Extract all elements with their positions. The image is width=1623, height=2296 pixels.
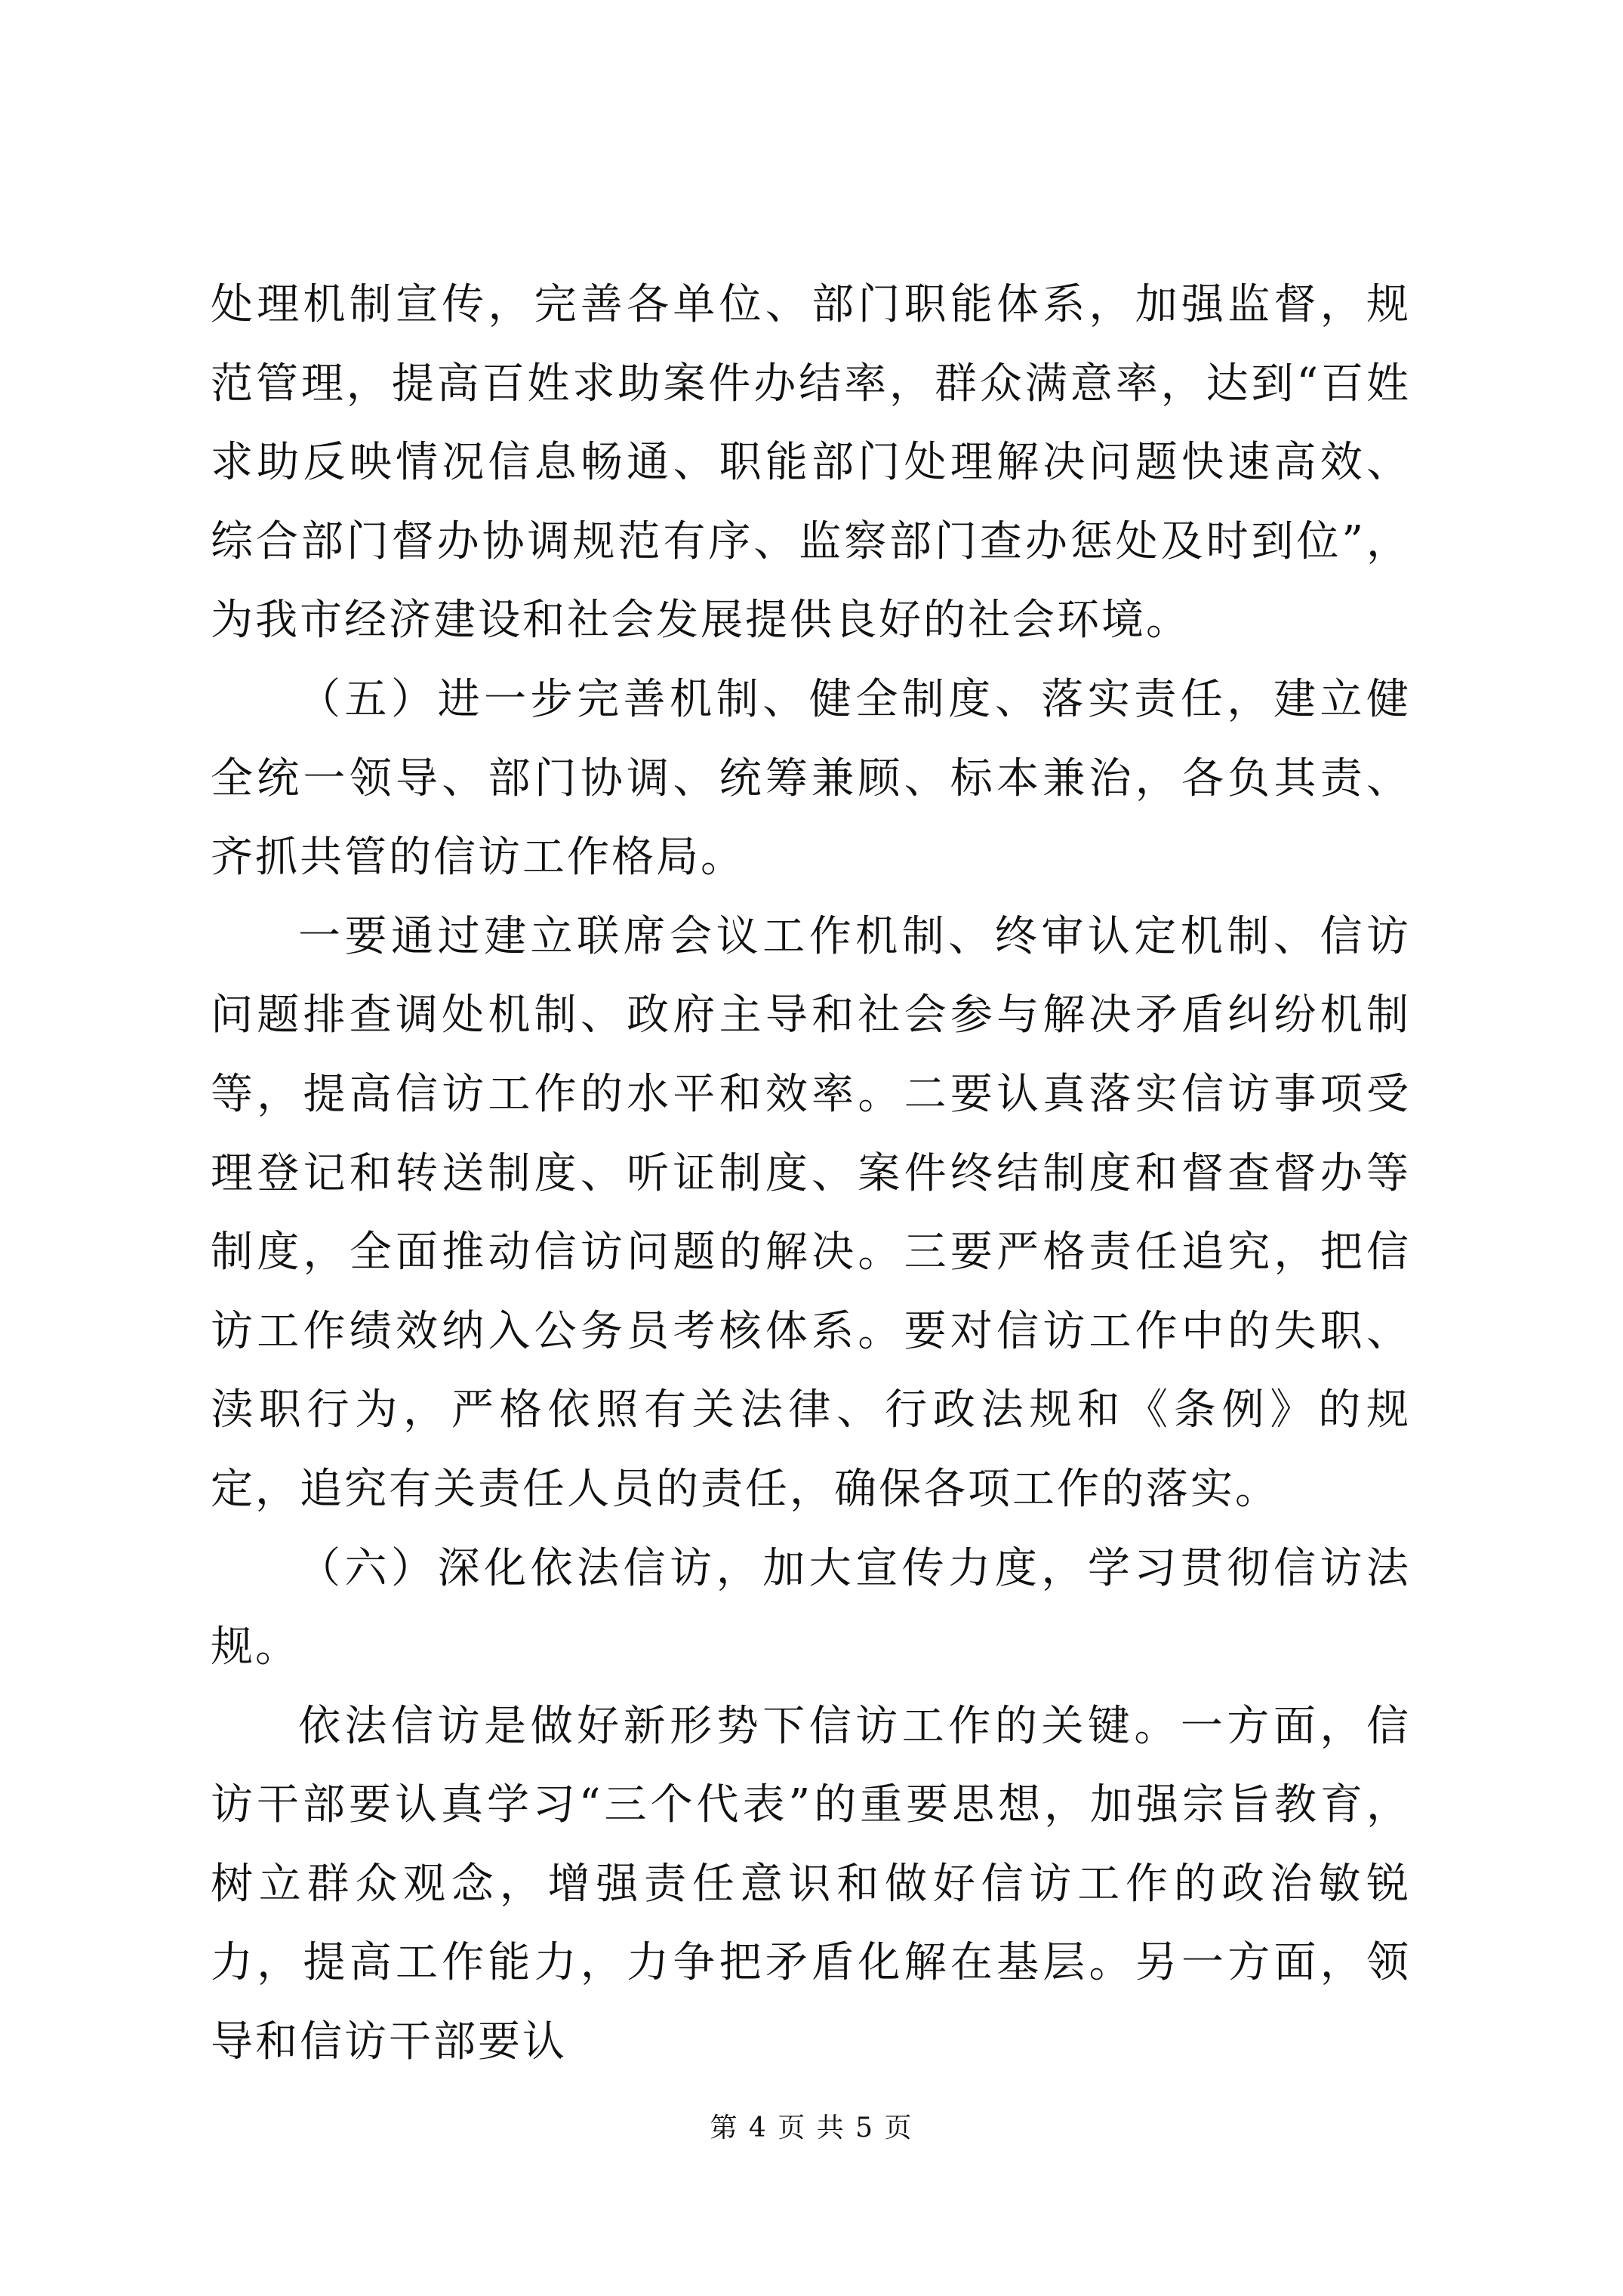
- paragraph-section-five-body: 一要通过建立联席会议工作机制、终审认定机制、信访问题排查调处机制、政府主导和社会参与解决矛盾纠纷机制等，提高信访工作的水平和效率。二要认真落实信访事项受理登记和转送制度、听证制度、案件终结制度和督查督办等制度，全面推动信访问题的解决。三要严格责任追究，把信访工作绩效纳入公务员考核体系。要对信访工作中的失职、渎职行为，严格依照有关法律、行政法规和《条例》的规定，追究有关责任人员的责任，确保各项工作的落实。: [211, 911, 1411, 1514]
- paragraph-section-six-heading: （六）深化依法信访，加大宣传力度，学习贯彻信访法规。: [211, 1543, 1411, 1672]
- paragraph-section-six-body: 依法信访是做好新形势下信访工作的关键。一方面，信访干部要认真学习“三个代表”的重要思想，加强宗旨教育，树立群众观念，增强责任意识和做好信访工作的政治敏锐力，提高工作能力，力争把矛盾化解在基层。另一方面，领导和信访干部要认: [211, 1701, 1411, 2067]
- document-body: [211, 266, 1411, 2082]
- paragraph-continuation: 处理机制宣传，完善各单位、部门职能体系，加强监督，规范管理，提高百姓求助案件办结率，群众满意率，达到“百姓求助反映情况信息畅通、职能部门处理解决问题快速高效、综合部门督办协调规范有序、监察部门查办惩处及时到位”，为我市经济建设和社会发展提供良好的社会环境。: [211, 280, 1411, 646]
- paragraph-section-five-heading: （五）进一步完善机制、健全制度、落实责任，建立健全统一领导、部门协调、统筹兼顾、标本兼治，各负其责、齐抓共管的信访工作格局。: [211, 674, 1411, 883]
- page-number-footer: 第 4 页 共 5 页: [710, 2113, 913, 2143]
